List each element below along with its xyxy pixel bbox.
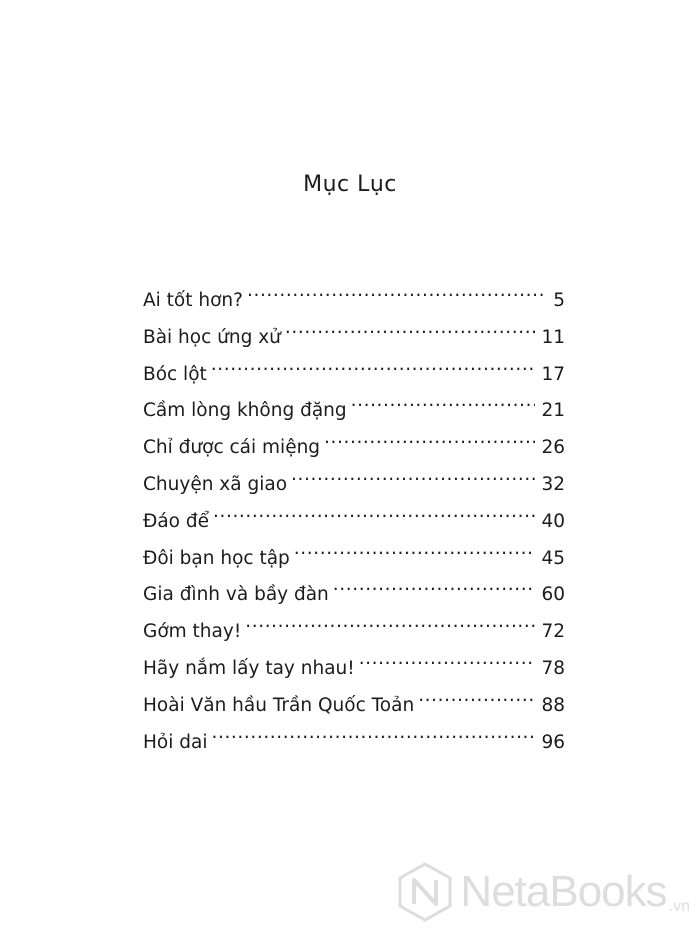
dot-leader bbox=[324, 423, 535, 453]
toc-entry-title: Gớm thay! bbox=[143, 621, 242, 643]
toc-entry-page: 60 bbox=[541, 584, 565, 606]
toc-entry-title: Gia đình và bầy đàn bbox=[143, 584, 329, 606]
dot-leader bbox=[333, 570, 536, 600]
toc-entry bbox=[143, 423, 565, 460]
toc-entry-title: Hoài Văn hầu Trần Quốc Toản bbox=[143, 694, 415, 716]
toc-entry-page: 96 bbox=[541, 731, 565, 753]
toc-entry-title: Cầm lòng không đặng bbox=[143, 400, 347, 422]
toc-entry bbox=[143, 313, 565, 350]
toc-entry bbox=[143, 644, 565, 681]
toc-entry bbox=[143, 460, 565, 497]
dot-leader bbox=[418, 681, 535, 711]
dot-leader bbox=[359, 644, 536, 674]
dot-leader bbox=[351, 386, 536, 416]
dot-leader bbox=[247, 276, 547, 306]
toc-entry-title: Chuyện xã giao bbox=[143, 473, 288, 495]
netabooks-logo-icon bbox=[398, 862, 452, 922]
toc-entry-page: 5 bbox=[553, 290, 565, 311]
toc-entry bbox=[143, 497, 565, 534]
toc-entry-title: Bài học ứng xử bbox=[143, 326, 281, 348]
toc-entry-title: Ai tốt hơn? bbox=[143, 290, 243, 311]
dot-leader bbox=[213, 497, 535, 527]
toc-entry-title: Hãy nắm lấy tay nhau! bbox=[143, 657, 355, 679]
toc-entry-page: 40 bbox=[541, 510, 565, 532]
dot-leader bbox=[211, 718, 535, 748]
toc-entry-title: Đôi bạn học tập bbox=[143, 547, 290, 569]
dot-leader bbox=[245, 607, 535, 637]
dot-leader bbox=[294, 534, 536, 564]
toc-entry-page: 21 bbox=[541, 400, 565, 422]
watermark-domain: .vn bbox=[668, 898, 690, 915]
toc-entry-page: 32 bbox=[541, 473, 565, 495]
toc-entry bbox=[143, 350, 565, 387]
toc-entry-page: 78 bbox=[541, 657, 565, 679]
toc-entry-page: 45 bbox=[541, 547, 565, 569]
toc-entry bbox=[143, 607, 565, 644]
toc-entry-page: 72 bbox=[541, 621, 565, 643]
watermark-brand: NetaBooks bbox=[460, 867, 667, 916]
toc-entry-title: Đáo để bbox=[143, 510, 209, 532]
netabooks-watermark bbox=[398, 862, 690, 922]
toc-entry bbox=[143, 386, 565, 423]
toc-entry bbox=[143, 534, 565, 571]
toc-entry bbox=[143, 276, 565, 313]
page-title: Mục Lục bbox=[303, 172, 397, 197]
toc-entry-page: 88 bbox=[541, 694, 565, 716]
dot-leader bbox=[285, 313, 536, 343]
toc-entry-title: Chỉ được cái miệng bbox=[143, 437, 321, 459]
toc-entry bbox=[143, 718, 565, 755]
dot-leader bbox=[211, 350, 536, 380]
table-of-contents bbox=[143, 276, 565, 754]
dot-leader bbox=[291, 460, 535, 490]
toc-entry-page: 11 bbox=[541, 326, 565, 348]
toc-entry bbox=[143, 570, 565, 607]
toc-entry-page: 17 bbox=[541, 363, 565, 385]
toc-entry bbox=[143, 681, 565, 718]
toc-entry-title: Hỏi dai bbox=[143, 731, 208, 753]
toc-entry-page: 26 bbox=[541, 437, 565, 459]
toc-entry-title: Bóc lột bbox=[143, 363, 207, 385]
